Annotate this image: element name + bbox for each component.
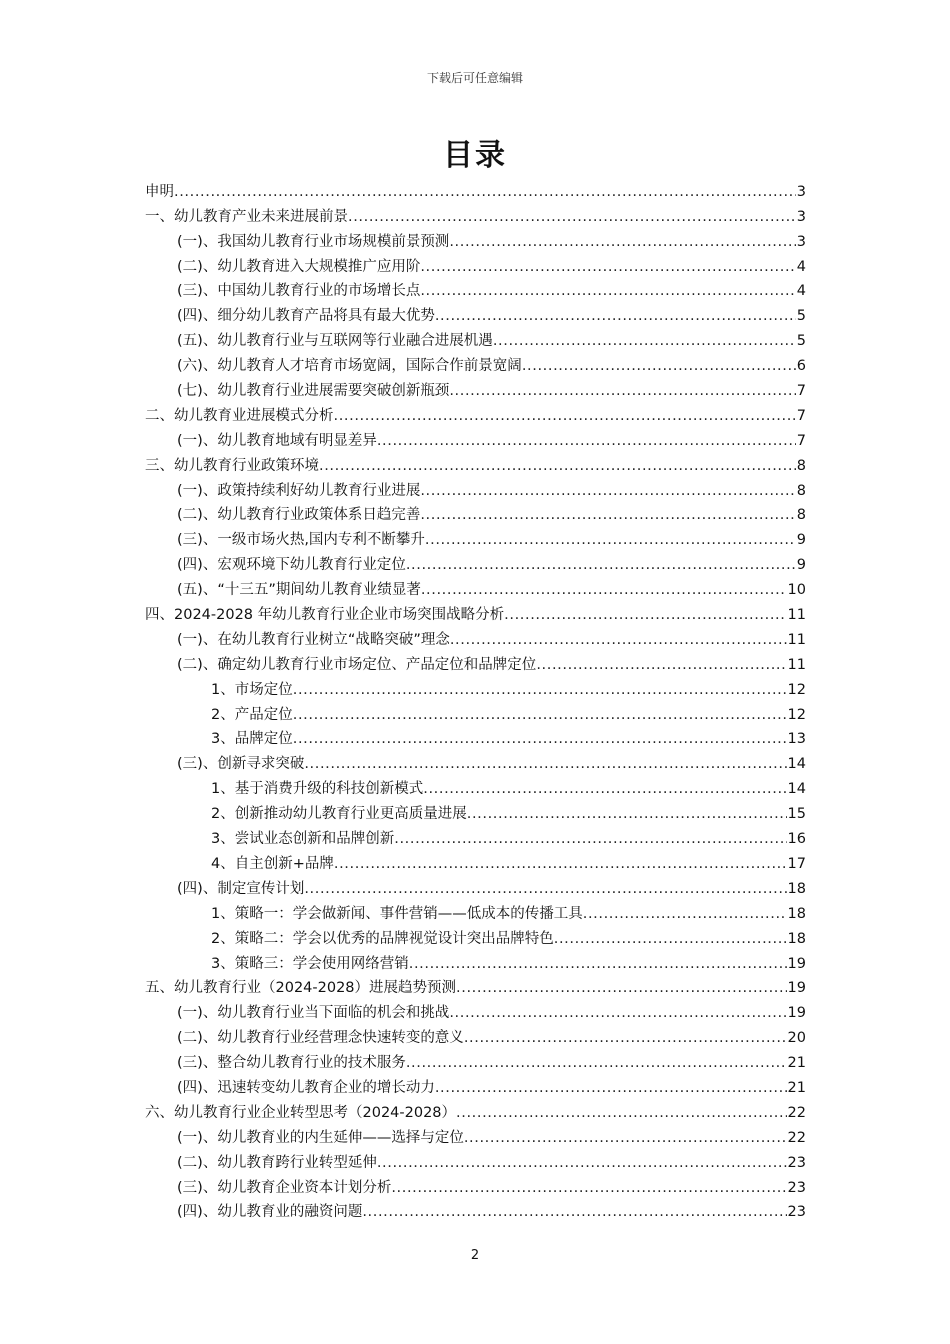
table-of-contents (145, 176, 806, 1221)
toc-dot-leader (554, 930, 787, 948)
toc-entry-label: (二)、确定幼儿教育行业市场定位、产品定位和品牌定位 (177, 656, 537, 673)
toc-entry-label: (一)、我国幼儿教育行业市场规模前景预测 (177, 233, 450, 250)
toc-entry-page: 13 (787, 731, 806, 748)
toc-entry-page: 19 (787, 955, 806, 972)
toc-dot-leader (409, 955, 787, 973)
toc-dot-leader (435, 307, 796, 325)
toc-entry-label: (三)、创新寻求突破 (177, 756, 305, 773)
toc-entry-label: (二)、幼儿教育进入大规模推广应用阶 (177, 258, 421, 275)
toc-entry-page: 14 (787, 756, 806, 773)
toc-dot-leader (394, 830, 786, 848)
toc-dot-leader (293, 730, 787, 748)
toc-entry-label: 三、幼儿教育行业政策环境 (145, 457, 319, 474)
toc-dot-leader (334, 855, 787, 873)
toc-entry[interactable] (145, 400, 806, 425)
toc-entry-label: 1、市场定位 (211, 681, 293, 698)
toc-entry-page: 9 (796, 557, 806, 574)
toc-entry-label: (二)、幼儿教育行业政策体系日趋完善 (177, 507, 421, 524)
toc-entry-page: 6 (796, 358, 806, 375)
toc-dot-leader (421, 581, 787, 599)
toc-entry-page: 19 (787, 1005, 806, 1022)
toc-dot-leader (304, 880, 786, 898)
toc-dot-leader (456, 1104, 787, 1122)
toc-dot-leader (449, 382, 795, 400)
toc-entry[interactable] (145, 524, 806, 549)
toc-entry[interactable] (145, 848, 806, 873)
toc-entry-page: 7 (796, 432, 806, 449)
toc-entry-label: (四)、迅速转变幼儿教育企业的增长动力 (177, 1079, 435, 1096)
toc-dot-leader (456, 979, 787, 997)
toc-entry-label: (三)、整合幼儿教育行业的技术服务 (177, 1055, 406, 1072)
toc-entry-label: 申明 (145, 183, 174, 200)
toc-dot-leader (449, 1004, 786, 1022)
toc-entry-page: 14 (787, 781, 806, 798)
toc-entry[interactable] (145, 1047, 806, 1072)
toc-dot-leader (522, 357, 796, 375)
page-number: 2 (470, 1248, 480, 1263)
toc-entry[interactable] (145, 649, 806, 674)
toc-entry-page: 18 (787, 930, 806, 947)
toc-entry-label: (六)、幼儿教育人才培育市场宽阔，国际合作前景宽阔 (177, 358, 522, 375)
toc-entry[interactable] (145, 1097, 806, 1122)
toc-entry-page: 17 (787, 855, 806, 872)
toc-entry-page: 8 (796, 482, 806, 499)
toc-entry-label: (四)、宏观环境下幼儿教育行业定位 (177, 557, 406, 574)
toc-entry-page: 21 (787, 1079, 806, 1096)
toc-dot-leader (464, 1029, 787, 1047)
toc-dot-leader (406, 1054, 787, 1072)
toc-dot-leader (449, 233, 795, 251)
toc-dot-leader (362, 1203, 786, 1221)
toc-dot-leader (420, 258, 795, 276)
toc-dot-leader (464, 1129, 787, 1147)
toc-entry-page: 12 (787, 681, 806, 698)
toc-entry[interactable] (145, 624, 806, 649)
toc-entry-label: (五)、“十三五”期间幼儿教育业绩显著 (177, 582, 421, 599)
toc-entry[interactable] (145, 549, 806, 574)
toc-entry[interactable] (145, 773, 806, 798)
toc-dot-leader (504, 606, 786, 624)
toc-entry[interactable] (145, 1197, 806, 1222)
toc-entry-page: 12 (787, 706, 806, 723)
toc-entry-label: (三)、一级市场火热,国内专利不断攀升 (177, 532, 425, 549)
toc-entry-label: 四、2024-2028 年幼儿教育行业企业市场突围战略分析 (145, 607, 505, 624)
toc-dot-leader (467, 805, 787, 823)
toc-entry-label: (三)、中国幼儿教育行业的市场增长点 (177, 283, 421, 300)
toc-entry[interactable] (145, 350, 806, 375)
toc-dot-leader (420, 282, 795, 300)
toc-entry-page: 7 (796, 407, 806, 424)
toc-entry[interactable] (145, 748, 806, 773)
toc-dot-leader (174, 183, 796, 201)
toc-entry-page: 22 (787, 1104, 806, 1121)
toc-entry-label: 2、产品定位 (211, 706, 293, 723)
toc-entry-page: 9 (796, 532, 806, 549)
toc-entry-label: 1、基于消费升级的科技创新模式 (211, 781, 424, 798)
toc-entry[interactable] (145, 898, 806, 923)
toc-entry-page: 8 (796, 507, 806, 524)
toc-entry[interactable] (145, 823, 806, 848)
toc-entry[interactable] (145, 574, 806, 599)
toc-entry[interactable] (145, 699, 806, 724)
toc-entry[interactable] (145, 674, 806, 699)
toc-entry[interactable] (145, 923, 806, 948)
toc-entry-label: 3、尝试业态创新和品牌创新 (211, 831, 395, 848)
toc-dot-leader (420, 506, 795, 524)
page-header: 下载后可任意编辑 (426, 71, 523, 85)
toc-entry-page: 19 (787, 980, 806, 997)
toc-entry-page: 22 (787, 1129, 806, 1146)
toc-dot-leader (406, 556, 796, 574)
toc-dot-leader (293, 681, 787, 699)
toc-entry[interactable] (145, 226, 806, 251)
toc-entry-label: (五)、幼儿教育行业与互联网等行业融合进展机遇 (177, 333, 493, 350)
toc-entry-page: 11 (787, 631, 806, 648)
toc-entry-label: (三)、幼儿教育企业资本计划分析 (177, 1179, 392, 1196)
toc-entry-label: (七)、幼儿教育行业进展需要突破创新瓶颈 (177, 383, 450, 400)
toc-entry-label: (四)、制定宣传计划 (177, 880, 305, 897)
toc-entry-label: 一、幼儿教育产业未来进展前景 (145, 208, 348, 225)
toc-dot-leader (377, 1154, 787, 1172)
toc-entry-label: (一)、幼儿教育地域有明显差异 (177, 432, 377, 449)
toc-entry[interactable] (145, 300, 806, 325)
toc-entry[interactable] (145, 475, 806, 500)
toc-entry-page: 3 (796, 208, 806, 225)
toc-entry[interactable] (145, 201, 806, 226)
toc-entry[interactable] (145, 450, 806, 475)
toc-entry-page: 8 (796, 457, 806, 474)
toc-entry-label: 2、策略二：学会以优秀的品牌视觉设计突出品牌特色 (211, 930, 554, 947)
toc-entry-label: 二、幼儿教育业进展模式分析 (145, 407, 334, 424)
toc-entry[interactable] (145, 375, 806, 400)
toc-entry-page: 23 (787, 1179, 806, 1196)
toc-entry-label: (四)、细分幼儿教育产品将具有最大优势 (177, 308, 435, 325)
toc-entry[interactable] (145, 176, 806, 201)
toc-entry-page: 16 (787, 831, 806, 848)
toc-entry[interactable] (145, 948, 806, 973)
toc-dot-leader (304, 755, 786, 773)
toc-entry-page: 5 (796, 308, 806, 325)
toc-entry-label: (一)、幼儿教育行业当下面临的机会和挑战 (177, 1005, 450, 1022)
toc-dot-leader (536, 656, 786, 674)
toc-dot-leader (377, 432, 796, 450)
toc-entry[interactable] (145, 724, 806, 749)
toc-entry-page: 23 (787, 1204, 806, 1221)
toc-entry-page: 3 (796, 183, 806, 200)
toc-dot-leader (420, 482, 795, 500)
toc-entry-page: 4 (796, 258, 806, 275)
toc-entry[interactable] (145, 251, 806, 276)
toc-entry-label: 3、策略三：学会使用网络营销 (211, 955, 409, 972)
toc-entry-page: 10 (787, 582, 806, 599)
toc-entry[interactable] (145, 500, 806, 525)
toc-entry-label: (一)、在幼儿教育行业树立“战略突破”理念 (177, 631, 450, 648)
toc-entry-page: 20 (787, 1030, 806, 1047)
toc-title: 目录 (443, 138, 507, 173)
toc-entry-label: 2、创新推动幼儿教育行业更高质量进展 (211, 806, 467, 823)
toc-entry[interactable] (145, 1072, 806, 1097)
toc-entry-label: 4、自主创新+品牌 (211, 855, 334, 872)
toc-entry-page: 21 (787, 1055, 806, 1072)
toc-dot-leader (334, 407, 796, 425)
toc-entry[interactable] (145, 599, 806, 624)
toc-entry-page: 15 (787, 806, 806, 823)
toc-dot-leader (435, 1079, 787, 1097)
toc-entry-page: 4 (796, 283, 806, 300)
toc-entry[interactable] (145, 973, 806, 998)
toc-dot-leader (423, 780, 786, 798)
toc-dot-leader (425, 531, 796, 549)
toc-entry-label: (二)、幼儿教育行业经营理念快速转变的意义 (177, 1030, 464, 1047)
toc-entry-page: 18 (787, 905, 806, 922)
toc-entry[interactable] (145, 1172, 806, 1197)
toc-entry-label: 五、幼儿教育行业（2024-2028）进展趋势预测 (145, 980, 457, 997)
toc-entry-label: (一)、幼儿教育业的内生延伸——选择与定位 (177, 1129, 464, 1146)
toc-entry[interactable] (145, 425, 806, 450)
toc-entry-label: 1、策略一：学会做新闻、事件营销——低成本的传播工具 (211, 905, 583, 922)
toc-dot-leader (293, 706, 787, 724)
toc-dot-leader (450, 631, 787, 649)
toc-entry-page: 18 (787, 880, 806, 897)
toc-entry-page: 11 (787, 607, 806, 624)
toc-entry[interactable] (145, 1122, 806, 1147)
toc-entry-page: 11 (787, 656, 806, 673)
toc-entry-label: 六、幼儿教育行业企业转型思考（2024-2028） (145, 1104, 457, 1121)
toc-entry[interactable] (145, 873, 806, 898)
toc-entry[interactable] (145, 1147, 806, 1172)
toc-entry-label: (二)、幼儿教育跨行业转型延伸 (177, 1154, 377, 1171)
toc-entry-page: 3 (796, 233, 806, 250)
toc-dot-leader (348, 208, 796, 226)
toc-entry[interactable] (145, 798, 806, 823)
toc-entry[interactable] (145, 276, 806, 301)
toc-dot-leader (583, 905, 787, 923)
toc-entry-page: 23 (787, 1154, 806, 1171)
toc-entry-label: (一)、政策持续利好幼儿教育行业进展 (177, 482, 421, 499)
toc-entry-page: 7 (796, 383, 806, 400)
toc-dot-leader (391, 1179, 786, 1197)
toc-entry-page: 5 (796, 333, 806, 350)
toc-entry-label: (四)、幼儿教育业的融资问题 (177, 1204, 363, 1221)
toc-entry[interactable] (145, 997, 806, 1022)
toc-entry-label: 3、品牌定位 (211, 731, 293, 748)
toc-entry[interactable] (145, 325, 806, 350)
toc-dot-leader (493, 332, 796, 350)
toc-entry[interactable] (145, 1022, 806, 1047)
toc-dot-leader (319, 457, 796, 475)
